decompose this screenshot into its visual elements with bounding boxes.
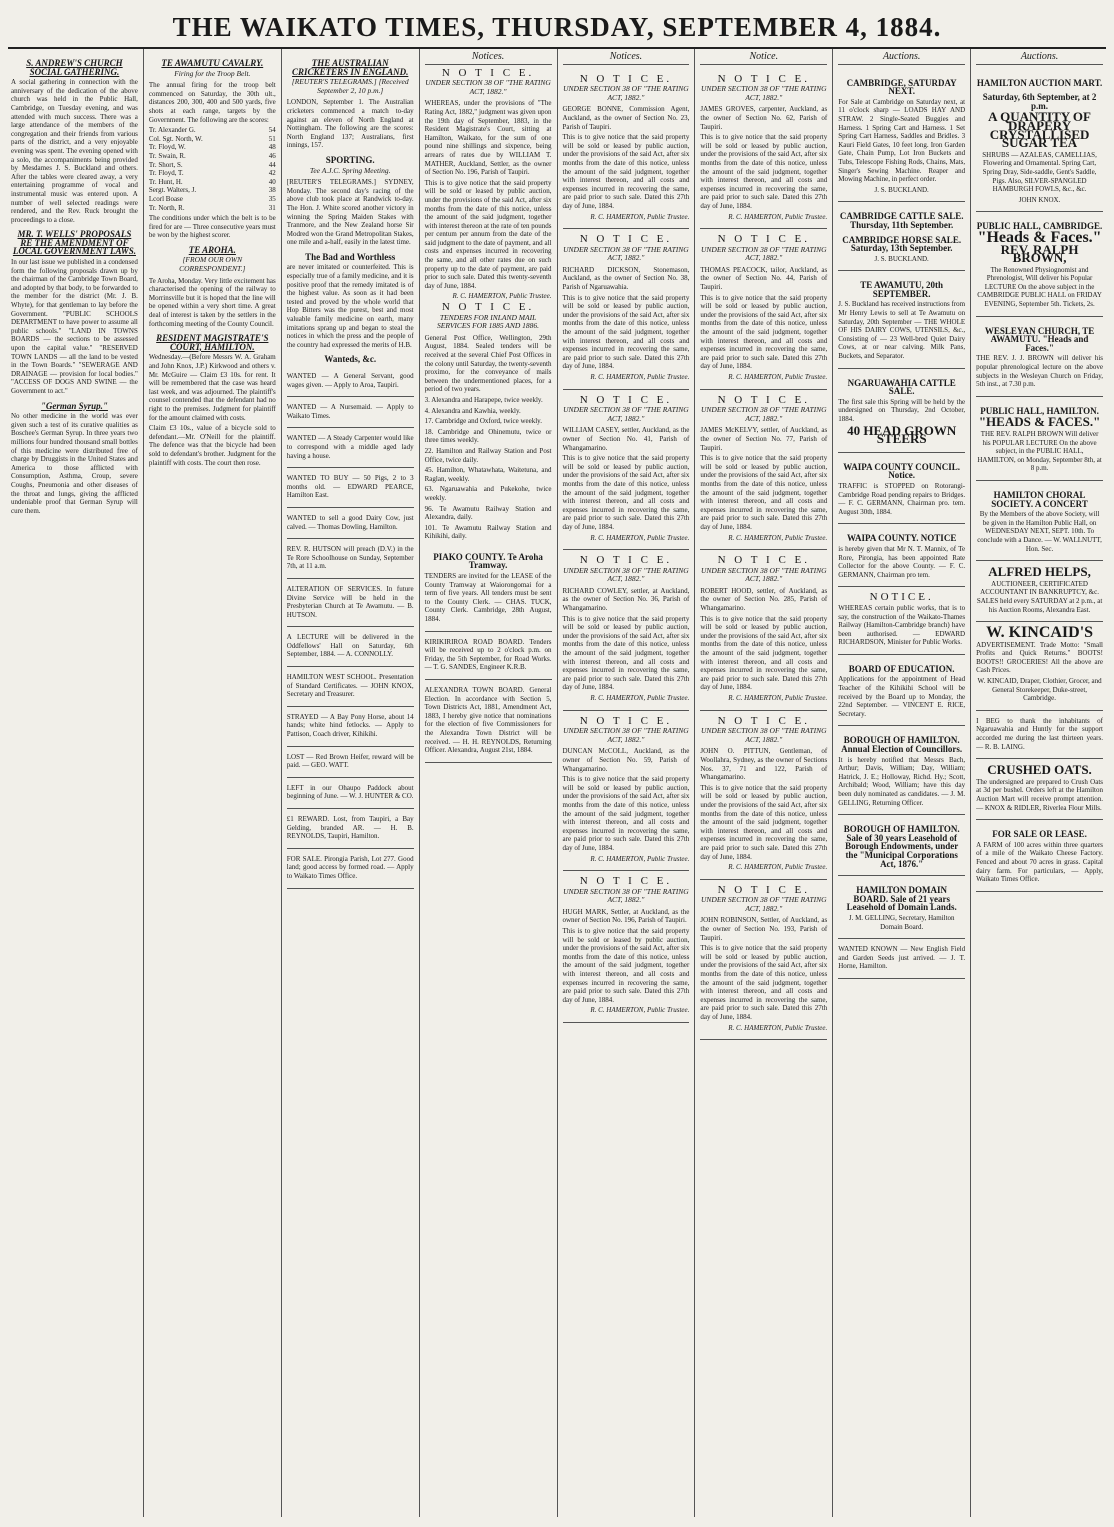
notice-text: This is to give notice that the said property will be sold or leased by public auction, under the provisions of the said Act, after six months from the date of this notice, unless the amount of the said judgment, together with interest thereon at the rate of ten pounds per centum per annum from the date of the said judgment to the date of payment, and all costs and expenses incurred in recovering the same, and all other rates due on such property up to the date of payment, are paid prior to such sale. Dated this twenty-seventh day of June, 1884. [424,178,552,290]
ad-text: KIRIKIRIROA ROAD BOARD. Tenders will be received up to 2 o'clock p.m. on Friday, the 5th September, for Road Works. — T. G. SANDES, Engineer K.R.B. [424,637,552,672]
notice-title: N O T I C E. [579,714,673,727]
ad [976,820,1103,892]
column-4 [420,49,558,1517]
headline: "Heads & Faces." [977,228,1102,246]
ad-text: THE REV. RALPH BROWN Will deliver his POPULAR LECTURE On the above subject, in the PUBLIC HALL, HAMILTON, on Monday, September 8th, at 8 p.m. [977,430,1102,473]
mail-route: 3. Alexandra and Harapepe, twice weekly. [424,395,543,404]
headline: THE AUSTRALIAN CRICKETERS IN ENGLAND. [292,58,409,77]
notice-text: This is to give notice that the said property will be sold or leased by public auction, under the provisions of the said Act, after six months from the date of this notice, unless the amount of the said judgment, together with interest thereon, and all costs and expenses incurred in recovering the same, are paid prior to such sale. Dated this 27th day of June, 1884. [700,783,828,861]
notice-owner: ROBERT HOOD, settler, of Auckland, as the owner of Section No. 285, Parish of Whangamarino. [700,586,828,613]
ad-text: WANTED TO BUY — 50 Pigs, 2 to 3 months old. — EDWARD PEARCE, Hamilton East. [286,474,414,500]
classified-ad [287,707,414,747]
notice-title: N O T I C E. [717,554,811,567]
ad-text: SHRUBS — AZALEAS, CAMELLIAS, Flowering and Ornamental. Spring Cart, Spring Dray, Side-saddle, Gent's Saddle, Pigs. Also, SILVER-SPANGLED HAMBURGH FOWLS, &c., &c. [982,150,1097,194]
classified-ad [287,809,414,849]
classified-ad [287,508,414,539]
ad-text: A FARM of 100 acres within three quarters of a mile of the Waikato Cheese Factory. Fenced and about 70 acres in grass. Capital dairy farm. For particulars, — Apply, Waikato Times Office. [976,840,1103,884]
headline: WAIPA COUNTY. NOTICE [847,533,957,544]
ad [425,680,552,763]
notice-text: This is to give notice that the said property will be sold or leased by public auction, under the provisions of the said Act, after six months from the date of this notice, unless the amount of the said judgment, together with interest thereon, and all costs and expenses incurred in recovering the same, are paid prior to such sale. Dated this 27th day of June, 1884. [562,927,690,1004]
notice-text: This is to give notice that the said property will be sold or leased by public auction, under the provisions of the said Act, after six months from the date of this notice, unless the amount of the said judgment, together with interest thereon, and all costs and expenses incurred in recovering the same, are paid prior to such sale. Dated this 27th day of June, 1884. [700,944,828,1021]
classified-ad [287,778,414,809]
score-total: 51 [268,134,276,143]
rating-notice [700,390,827,551]
subhead: Firing for the Troop Belt. [174,68,251,78]
subhead: UNDER SECTION 38 OF "THE RATING ACT, 1882." [563,886,689,905]
classified-ad [287,397,414,428]
score-total: 42 [268,169,276,178]
ad-text: WANTED — A Steady Carpenter would like to correspond with a middle aged lady having a house. [286,434,414,460]
ad-text: FOR SALE. Pirongia Parish, Lot 277. Good land; good access by formed road. — Apply to Waikato Times Office. [286,854,414,880]
column-title: Notice. [700,53,827,65]
ad [838,587,965,655]
ad-text: £1 REWARD. Lost, from Taupiri, a Bay Gelding, branded AR. — H. B. REYNOLDS, Taupiri, Hamilton. [286,815,414,841]
rating-notice [563,711,690,872]
notice-title: N O T I C E. [717,393,811,406]
score-name: Lcorl Boase [148,194,183,203]
signature: J. M. GELLING, Secretary, Hamilton Domain Board. [848,913,955,931]
headline: MR. T. WELLS' PROPOSALS RE THE AMENDMENT OF LOCAL GOVERNMENT LAWS. [12,229,136,257]
article-text: Claim £3 10s., value of a bicycle sold to defendant.—Mr. O'Neill for the plaintiff. The defence was that the bicycle had been sold to defendant's brother. Judgment for the plaintiff with costs. The court then rose. [148,424,276,467]
masthead: THE WAIKATO TIMES, THURSDAY, SEPTEMBER 4, 1884. [172,12,942,42]
notice-title: NOTICE. [869,591,934,604]
ad [976,622,1103,711]
score-row [149,178,276,187]
notices [563,69,690,1023]
ad-text: WANTED to sell a good Dairy Cow, just calved. — Thomas Dowling, Hamilton. [286,513,414,531]
score-total: 46 [268,151,276,160]
column-title: Notices. [563,53,690,65]
mail-route: 18. Cambridge and Ohinemutu, twice or three times weekly. [424,427,552,445]
ad [838,726,965,815]
ad [976,481,1103,561]
ad [838,815,965,876]
signature: R. C. HAMERTON, Public Trustee. [728,533,828,542]
headline: 40 HEAD GROWN STEERS [847,422,957,447]
notice-owner: RICHARD DICKSON, Stonemason, Auckland, as the owner of Section No. 38, Parish of Ngaruawahia. [562,265,690,292]
subhead: UNDER SECTION 38 OF "THE RATING ACT, 1882." [701,726,827,744]
notice-title: N O T I C E. [441,301,535,314]
notice-title: N O T I C E. [441,66,535,79]
subhead: UNDER SECTION 38 OF "THE RATING ACT, 1882." [563,244,689,263]
score-total: 54 [268,126,276,135]
ad-text: REV. R. HUTSON will preach (D.V.) in the Te Rore Schoolhouse on Sunday, September 7th, at 11 a.m. [286,545,414,571]
signature: R. C. HAMERTON, Public Trustee. [728,863,828,872]
score-row [149,126,276,135]
mail-routes [425,396,552,541]
subhead: UNDER SECTION 38 OF "THE RATING ACT, 1882." [701,244,827,263]
headline: RESIDENT MAGISTRATE'S COURT, HAMILTON. [156,333,269,352]
headline: TE AWAMUTU, 20th SEPTEMBER. [860,280,944,299]
ad-text: WHEREAS certain public works, that is to say, the construction of the Waikato-Thames Railway (Hamilton-Cambridge branch) have been authorised. — EDWARD RICHARDSON, Minister for Public Works. [838,603,966,647]
column-3 [282,49,420,1517]
subhead: UNDER SECTION 38 OF "THE RATING ACT, 1882." [563,726,689,744]
ad-text: The first sale this Spring will be held by the undersigned on Thursday, 2nd October, 1884. [838,397,966,423]
ad [838,202,965,271]
notice-title: N O T I C E. [579,233,673,246]
headline: CAMBRIDGE HORSE SALE. Saturday, 13th September. [842,234,962,254]
signature: R. C. HAMERTON, Public Trustee. [590,533,690,542]
rating-notice [563,550,690,711]
ad-text: is hereby given that Mr N. T. Mannix, of Te Rore, Pirongia, has been appointed Rate Collector for the above County. — F. C. GERMANN, Chairman pro tem. [838,544,966,579]
score-row [149,195,276,204]
headline: "German Syrup." [40,400,108,411]
notice-owner: JOHN O. PITTUN, Gentleman, of Woollahra, Sydney, as the owner of Sections Nos. 37, 71 and 122, Parish of Whangamarino. [700,747,828,782]
rating-notice [700,229,827,390]
notice-text: This is to give notice that the said property will be sold or leased by public auction, under the provisions of the said Act, after six months from the date of this notice, unless the amount of the said judgment, together with interest thereon, and all costs and expenses incurred in recovering the same, are paid prior to such sale. Dated this 27th day of June, 1884. [562,293,690,371]
classified-ad [287,627,414,667]
ad-text: STRAYED — A Bay Pony Horse, about 14 hands; white hind fetlocks. — Apply to Pattison, Coach driver, Kihikihi. [286,712,414,739]
mail-route: 96. Te Awamutu Railway Station and Alexandra, daily. [424,504,552,522]
headline: SPORTING. [325,154,375,165]
ad [838,69,965,203]
subhead: UNDER SECTION 38 OF "THE RATING ACT, 1882." [701,405,827,423]
signature: J. S. BUCKLAND. [874,185,929,194]
column-title: Auctions. [976,53,1103,65]
mail-route: 17. Cambridge and Oxford, twice weekly. [424,417,542,426]
notice-text: This is to give notice that the said property will be sold or leased by public auction, under the provisions of the said Act, after six months from the date of this notice, unless the amount of the said judgment, together with interest thereon, and all costs and expenses incurred in recovering the same, are paid prior to such sale. Dated this 27th day of June, 1884. [562,614,690,692]
signature: R. C. HAMERTON, Public Trustee. [590,1006,690,1015]
ad [838,876,965,939]
notice-owner: THOMAS PEACOCK, tailor, Auckland, as the owner of Section No. 44, Parish of Taupiri. [700,265,828,292]
signature: R. C. HAMERTON, Public Trustee. [590,694,690,702]
notice-title: N O T I C E. [579,393,673,406]
score-name: Tr. Floyd, T. [148,169,184,178]
article-text: Wednesday.—(Before Messrs W. A. Graham and John Knox, J.P.) Kirkwood and others v. Mr. McGuire — Claim £3 10s. for rent. It will be remembered that the case was heard last week, and was adjourned. The plaintiff's counsel contended that the defendant had no right to the premises. Judgment for plaintiff for the amount claimed with costs. [148,353,276,422]
score-name: Tr. Short, S. [148,160,183,169]
headline: HAMILTON CHORAL SOCIETY. A CONCERT [991,489,1088,509]
signature: R. C. HAMERTON, Public Trustee. [590,212,690,221]
notice-title: N O T I C E. [579,72,673,85]
headline: TE AWAMUTU CAVALRY. [161,58,264,68]
rating-notice [700,711,827,880]
notice-title: N O T I C E. [579,875,673,888]
subhead: UNDER SECTION 38 OF "THE RATING ACT, 1882." [701,84,827,102]
ad [425,543,552,632]
ad-text: WANTED — A Nursemaid. — Apply to Waikato Times. [286,403,414,420]
notice-text: This is to give notice that the said property will be sold or leased by public auction, under the provisions of the said Act, after six months from the date of this notice, unless the amount of the said judgment, together with interest thereon, and all costs and expenses incurred in recovering the same, are paid prior to such sale. Dated this 27th day of June, 1884. [700,293,828,371]
score-row [149,169,276,178]
mail-route: 22. Hamilton and Railway Station and Post Office, twice daily. [424,446,552,464]
headline: HAMILTON AUCTION MART. [976,77,1103,88]
score-row [149,161,276,170]
ad [976,759,1103,820]
ad-text: A LECTURE will be delivered in the Oddfellows' Hall on Saturday, 6th September, 1884. — A. CONNOLLY. [286,633,414,659]
notice-owner: RICHARD COWLEY, settler, at Auckland, as the owner of Section No. 36, Parish of Whangamarino. [562,586,690,613]
classified-ad [287,849,414,889]
notice-text: This is to give notice that the said property will be sold or leased by public auction, under the provisions of the said Act, after six months from the date of this notice, unless the amount of the said judgment, together with interest thereon, and all costs and expenses incurred in recovering the same, are paid prior to such sale. Dated this 27th day of June, 1884. [700,454,828,531]
mail-route: 101. Te Awamutu Railway Station and Kihikihi, daily. [424,523,552,541]
subhead: UNDER SECTION 38 OF "THE RATING ACT, 1882." [563,565,689,584]
ad-text: WANTED KNOWN — New English Field and Garden Seeds just arrived. — J. T. Horne, Hamilton. [838,945,966,971]
notice-owner: DUNCAN McCOLL, Auckland, as the owner of Section No. 59, Parish of Whangamarino. [562,747,690,773]
rating-notice [563,69,690,230]
article-text: The conditions under which the belt is to be fired for are — Three consecutive years must be won by the highest scorer. [148,214,276,240]
score-total: 31 [268,203,276,212]
classified-ads [287,366,414,889]
headline: BOARD OF EDUCATION. [848,663,955,674]
subhead: UNDER SECTION 38 OF "THE RATING ACT, 1882." [701,565,827,584]
ad-text: ALTERATION OF SERVICES. In future Divine Service will be held in the Presbyterian Church at Te Awamutu. — B. HUTSON. [286,584,414,619]
ad-text: AUCTIONEER, CERTIFICATED ACCOUNTANT IN BANKRUPTCY, &c. SALES held every SATURDAY at 2 p.m., at his Auction Rooms, Alexandra East. [976,579,1103,614]
rating-notice [700,550,827,711]
ad [976,317,1103,397]
classified-ad [287,366,414,397]
classified-ad [287,579,414,627]
classified-ad [287,747,414,778]
ad-text: It is hereby notified that Messrs Bach, Arthur; Davis, William; Day, William; Hatrick, J. E.; Holloway, Richd. Hy.; Scott, Archibald; Wood, William; have this day been duly nominated as candidates. — J. M. GELLING, Returning Officer. [838,755,966,807]
ad-text: ADVERTISEMENT. Trade Motto: "Small Profits and Quick Returns." BOOTS! BOOTS!! GROCERIES! All the above are Cash Prices. [976,640,1103,675]
ad-text: For Sale at Cambridge on Saturday next, at 11 o'clock sharp — LOADS HAY AND STRAW. 2 Single-Seated Buggies and Harness. 1 Spring Cart and Harness. 1 Set Spring Cart Harness, Saddles and Bridles. 3 Kauri Field Gates, 10 feet long. Iron Garden Gate, Chain Pump, Lot Iron Buckets and Tubs, Telescope Fishing Rods, Chains, Mats, Singer's Sewing Machine. Reaper and Mowing Machine, in perfect order. [838,97,966,184]
column-7 [833,49,971,1517]
headline: Wanteds, &c. [324,354,377,365]
notice-title: N O T I C E. [717,714,811,727]
ad [976,397,1103,481]
notice-owner: HUGH MARK, Settler, at Auckland, as the owner of Section No. 196, Parish of Taupiri. [562,907,690,925]
column-5 [558,49,696,1517]
signature: R. C. HAMERTON, Public Trustee. [728,212,828,221]
ad-text: The undersigned are prepared to Crush Oats at 3d per bushel. Orders left at the Hamilton Auction Mart will receive prompt attention. — KNOX & RIDLER, Riverlea Flour Mills. [976,777,1103,812]
headline: FOR SALE OR LEASE. [992,829,1087,840]
rating-notice [700,880,827,1041]
headline: PIAKO COUNTY. Te Aroha Tramway. [433,551,543,571]
notices [700,69,827,1041]
headline: NGARUAWAHIA CATTLE SALE. [847,377,956,397]
ad-text: TRAFFIC is STOPPED on Rotorangi-Cambridge Road pending repairs to Bridges. — F. C. GERMANN, Chairman pro. tem. August 30th, 1884. [838,481,966,516]
signature: R. C. HAMERTON, Public Trustee. [590,854,690,863]
score-total: 35 [268,194,276,203]
notice-text: WHEREAS, under the provisions of "The Rating Act, 1882," judgment was given upon the 19th day of September, 1883, in the Resident Magistrate's Court, sitting at Hamilton, Waikato, for the sum of one pound nine shillings and sixpence, being arrears of rates due by WILLIAM T. MATHER, Auckland, Settler, as the owner of Section No. 196, Parish of Taupiri. [424,99,552,177]
article-text: Te Aroha, Monday. Very little excitement has characterised the opening of the railway to Morrinsville but it is hoped that the line will be opened within a very short time. A great deal of interest is taken by the settlers in the forthcoming meeting of the County Council. [148,276,276,328]
ad-text: I BEG to thank the inhabitants of Ngaruawahia and Huntly for the support accorded me during the last thirteen years. — R. B. LAING. [976,716,1103,751]
headline: BOROUGH OF HAMILTON. Annual Election of Councillors. [841,735,963,755]
score-row [149,143,276,152]
ad-text: J. S. Buckland has received instructions from Mr Henry Lewis to sell at Te Awamutu on Saturday, 20th September — THE WHOLE OF HIS DAIRY COWS, UTENSILS, &c., Consisting of — 23 Well-bred Quiet Dairy Cows, at or near calving. Milk Pans, Buckets, and Separator. [838,300,966,361]
headline: TE AROHA. [188,244,236,255]
score-name: Col. Sgt. North, W. [148,134,203,143]
headline: CRUSHED OATS. [987,762,1092,778]
mail-route: 4. Alexandra and Kawhia, weekly. [424,406,521,415]
headline: BOROUGH OF HAMILTON. Sale of 30 years Leasehold of Borough Endowments, under the "Municipal Corporations Act, 1876." [843,824,960,869]
ad-text: Applications for the appointment of Head Teacher of the Kihikihi School will be received by the Board up to Monday, the 22nd September. — VINCENT E. RICE, Secretary. [838,675,966,718]
notice-owner: WILLIAM CASEY, settler, Auckland, as the owner of Section No. 41, Parish of Whangamarino. [562,426,690,452]
subhead: UNDER SECTION 38 OF "THE RATING ACT, 1882." [425,78,551,96]
headline: WAIPA COUNTY COUNCIL. Notice. [843,461,961,481]
ad [838,524,965,587]
notice-owner: JAMES GROVES, carpenter, Auckland, as the owner of Section No. 62, Parish of Taupiri. [700,105,828,131]
column-6 [695,49,833,1517]
subhead: TENDERS FOR INLAND MAIL SERVICES FOR 1885 AND 1886. [437,312,540,331]
score-name: Sergt. Walters, J. [148,186,197,195]
notice-text: General Post Office, Wellington, 29th August, 1884. Sealed tenders will be received at the several Chief Post Offices in the colony until Saturday, the twenty-seventh proximo, for the conveyance of mails between the undermentioned places, for a period of two years. [424,333,552,394]
score-row [149,186,276,195]
subhead: Saturday, 6th September, at 2 p.m. [982,92,1097,111]
ad-text: HAMILTON WEST SCHOOL. Presentation of Standard Certificates. — JOHN KNOX, Secretary and Treasurer. [286,673,414,699]
notice-text: This is to give notice that the said property will be sold or leased by public auction, under the provisions of the said Act, after six months from the date of this notice, unless the amount of the said judgment, together with interest thereon, and all costs and expenses incurred in recovering the same, are paid prior to such sale. Dated this 27th day of June, 1884. [562,775,690,852]
score-total: 44 [268,160,276,169]
headline: S. ANDREW'S CHURCH SOCIAL GATHERING. [26,58,123,77]
rating-notice [563,390,690,551]
notice-text: This is to give notice that the said property will be sold or leased by public auction, under the provisions of the said Act, after six months from the date of this notice, unless the amount of the said judgment, together with interest thereon, and all costs and expenses incurred in recovering the same, are paid prior to such sale. Dated this 27th day of June, 1884. [562,133,690,210]
ad [976,69,1103,213]
ad [838,369,965,453]
article-text: A social gathering in connection with the anniversary of the dedication of the above church was held in the Public Hall, Cambridge, on Tuesday evening, and was attended with much success. There was a large attendance of the members of the congregation and their friends from various parts of the district, and a very enjoyable evening was spent. The evening opened with a solo, the accompaniments being provided by Mesdames J. S. Buckland and others. After the tables were cleared away, a very entertaining programme of vocal and instrumental music was entered upon. A number of well selected readings were rendered, and the Rev. Ruck brought the proceedings to a close. [11,78,138,224]
headline: A QUANTITY OF DRAPERY CRYSTALLISED SUGAR TEA [988,109,1091,151]
column-8 [971,49,1108,1517]
score-name: Tr. Floyd, W. [148,143,186,152]
headline: PUBLIC HALL, HAMILTON. [980,405,1099,416]
ad [838,271,965,368]
notice-text: This is to give notice that the said property will be sold or leased by public auction, under the provisions of the said Act, after six months from the date of this notice, unless the amount of the said judgment, together with interest thereon, and all costs and expenses incurred in recovering the same, are paid prior to such sale. Dated this 27th day of June, 1884. [700,614,828,692]
subhead: [FROM OUR OWN CORRESPONDENT.] [179,255,246,274]
headline: CAMBRIDGE CATTLE SALE. Thursday, 11th September. [839,211,964,230]
mail-route: 45. Hamilton, Whatawhata, Waitetuna, and Raglan, weekly. [424,466,552,483]
headline: The Bad and Worthless [305,251,396,262]
subhead: UNDER SECTION 38 OF "THE RATING ACT, 1882." [701,895,827,913]
notice-owner: GEORGE BONNE, Commission Agent, Auckland, as the owner of Section No. 23, Parish of Taupiri. [562,105,690,131]
notice-owner: JAMES McKELVY, settler, of Auckland, as the owner of Section No. 77, Parish of Taupiri. [700,426,828,452]
ad-text: THE REV. J. J. BROWN will deliver his popular phrenological lecture on the above subjects in the Wesleyan Church on Friday, 5th inst., at 7.30 p.m. [976,354,1103,389]
classified-ad [287,539,414,579]
score-row [149,152,276,161]
rating-notice [700,69,827,230]
mail-route: 63. Ngaruawahia and Pukekohe, twice weekly. [424,485,552,502]
subhead: UNDER SECTION 38 OF "THE RATING ACT, 1882." [563,84,689,102]
classified-ad [287,667,414,707]
subhead: UNDER SECTION 38 OF "THE RATING ACT, 1882." [563,405,689,423]
signature: W. KINCAID, Draper, Clothier, Grocer, and General Storekeeper, Duke-street, Cambridge. [977,677,1102,703]
score-name: Tr. North, R. [148,203,185,212]
headline: PUBLIC HALL, CAMBRIDGE. [976,221,1103,232]
score-total: 40 [268,177,276,186]
article-text: LONDON, September 1. The Australian cricketers commenced a match to-day against an eleven of North England at Nottingham. The following are the scores: North England 137; Australians, first innings, 157. [286,98,414,150]
ad [976,212,1103,316]
ad-text: LOST — Red Brown Heifer, reward will be paid. — GEO. WATT. [286,752,414,770]
score-total: 38 [268,186,276,195]
score-name: Tr. Swain, R. [148,151,186,160]
headline: ALFRED HELPS, [988,564,1091,580]
signature: J. S. BUCKLAND. [874,254,929,263]
rating-notice [563,871,690,1023]
headline: WESLEYAN CHURCH, TE AWAMUTU. "Heads and Faces." [984,325,1095,353]
ad [838,939,965,979]
headline: W. KINCAID'S [986,624,1094,642]
column-1 [6,49,144,1517]
headline: HAMILTON DOMAIN BOARD. Sale of 21 years Leasehold of Domain Lands. [846,885,957,913]
notice-title: N O T I C E. [717,233,811,246]
score-row [149,204,276,213]
classified-ad [287,468,414,508]
ad-text: WANTED — A General Servant, good wages given. — Apply to Aroa, Taupiri. [286,372,414,389]
article-text: The annual firing for the troop belt commenced on Saturday, the 30th ult., distances 200, 300, 400 and 500 yards, five shots at each range, targets by the Government. The following are the scores: [148,81,276,124]
ad-text: TENDERS are invited for the LEASE of the County Tramway at Waiorongomai for a term of five years. All tenders must be sent to the County Clerk. — CHAS. TUCK, County Clerk. Cambridge, 28th August, 1884. [424,572,552,624]
ad-text: ALEXANDRA TOWN BOARD. General Election. In accordance with Section 5, Town Districts Act, 1881, Amendment Act, 1883, I hereby give notice that nominations for the election of five Commissioners for the Alexandra Town District will be received. — H. H. REYNOLDS, Returning Officer. Alexandra, August 21st, 1884. [424,686,552,755]
signature: R. C. HAMERTON, Public Trustee. [452,292,552,301]
notice-text: This is to give notice that the said property will be sold or leased by public auction, under the provisions of the said Act, after six months from the date of this notice, unless the amount of the said judgment, together with interest thereon, and all costs and expenses incurred in recovering the same, are paid prior to such sale. Dated this 27th day of June, 1884. [700,133,828,210]
columns [0,49,1114,1517]
signature: JOHN KNOX. [1018,195,1061,204]
notice-title: N O T I C E. [717,883,811,896]
notice-owner: JOHN ROBINSON, Settler, of Auckland, as the owner of Section No. 193, Parish of Taupiri. [700,916,828,942]
ad [976,561,1103,622]
notice-title: N O T I C E. [579,554,673,567]
classified-ad [287,428,414,468]
column-2 [144,49,282,1517]
score-name: Tr. Alexander G. [148,126,196,135]
subhead: Tee A.J.C. Spring Meeting. [309,165,391,175]
ad [838,655,965,727]
signature: R. C. HAMERTON, Public Trustee. [728,373,828,381]
signature: R. C. HAMERTON, Public Trustee. [728,694,828,702]
score-table [149,126,276,212]
signature: R. C. HAMERTON, Public Trustee. [728,1023,828,1032]
headline: "HEADS & FACES." [978,414,1101,430]
rating-notice [563,229,690,390]
signature: R. C. HAMERTON, Public Trustee. [590,373,690,381]
article-text: [REUTER'S TELEGRAMS.] SYDNEY, Monday. The second day's racing of the above club took place at Randwick to-day. The Hon. J. White scored another victory in winning the Spring Maiden Stakes with Tranmore, and the New Zealand horse Sir Modred won the Grand Metropolitan Stakes, one mile and a-half, easily in the latest time. [286,178,414,247]
score-total: 48 [268,143,276,152]
column-title: Notices. [425,53,552,65]
headline: CAMBRIDGE, SATURDAY NEXT. [846,77,957,97]
article-text: In our last issue we published in a condensed form the following proposals drawn up by the chairman of the Cambridge Town Board, and adopted by that body, to be forwarded to the member for the district (Mr. J. B. Whyte), for that gentleman to lay before the Government. "PUBLIC SCHOOLS DEPARTMENT to have power to assume all public schools." "LAND IN TOWNS BOARDS — the sections to be assessed upon the capital value." "RESERVED TOWN LANDS — all the land to be vested in the Town Boards." "SEWERAGE AND DRAINAGE — provision for local bodies." "ACCESS OF DOGS AND SWINE — the Government to act." [11,258,138,395]
headline: REV. RALPH BROWN, [1000,241,1079,266]
article-text: No other medicine in the world was ever given such a test of its curative qualities as Boschee's German Syrup. In three years two millions four hundred thousand small bottles of this medicine were distributed free of charge by Druggists in the United States and America to those afflicted with Consumption, Asthma, Croup, severe Coughs, Pneumonia and other diseases of the throat and lungs, giving the afflicted undeniable proof that German Syrup will cure them. [11,412,138,515]
notice-title: N O T I C E. [717,72,811,85]
notice-text: This is to give notice that the said property will be sold or leased by public auction, under the provisions of the said Act, after six months from the date of this notice, unless the amount of the said judgment, together with interest thereon, and all costs and expenses incurred in recovering the same, are paid prior to such sale. Dated this 27th day of June, 1884. [562,454,690,531]
subhead: [REUTER'S TELEGRAMS.] [Received September 2, 10 p.m.] [291,77,409,95]
column-title: Auctions. [838,53,965,65]
article-text: are never imitated or counterfeited. This is especially true of a family medicine, and it is positive proof that the remedy imitated is of the highest value. As soon as it had been tested and proved by the whole world that Hop Bitters was the purest, best and most valuable family medicine on earth, many imitations sprang up and began to steal the notices in which the press and the people of the country had expressed the merits of H.B. [286,263,414,349]
ad [838,453,965,525]
ad-text: The Renowned Physiognomist and Phrenologist, Will deliver his Popular LECTURE On the above subject in the CAMBRIDGE PUBLIC HALL on FRIDAY EVENING, September 5th. Tickets, 2s. [977,265,1102,309]
ad [976,711,1103,759]
score-name: Tr. Hunt, H. [148,177,183,186]
ad-text: By the Members of the above Society, will be given in the Hamilton Public Hall, on WEDNESDAY NEXT, SEPT. 10th. To conclude with a Dance. — W. WALLNUTT, Hon. Sec. [977,510,1102,553]
ad [425,632,552,680]
ad-text: LEFT in our Ohaupo Paddock about beginning of June. — W. J. HUNTER & CO. [286,783,414,801]
score-row [149,135,276,144]
